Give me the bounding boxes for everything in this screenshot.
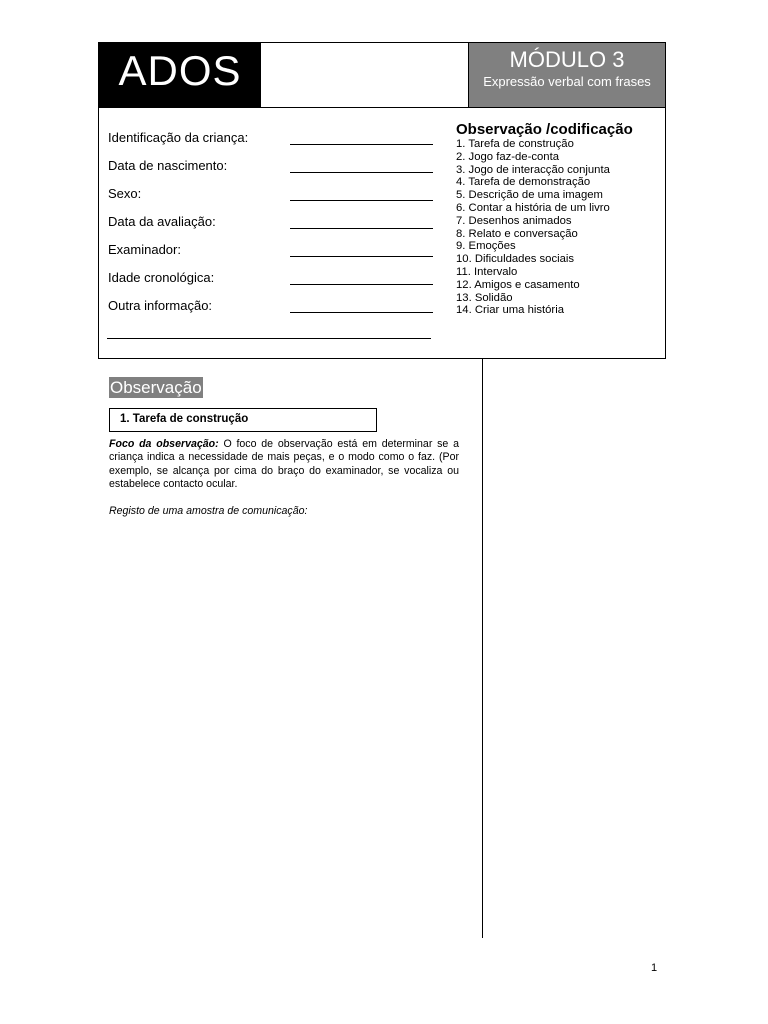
- observation-item: 13. Solidão: [456, 291, 513, 304]
- field-line-examiner[interactable]: [290, 256, 433, 257]
- focus-label: Foco da observação:: [109, 438, 219, 450]
- observation-item: 10. Dificuldades sociais: [456, 253, 575, 266]
- observation-item: 9. Emoções: [456, 240, 516, 253]
- focus-paragraph: [109, 438, 459, 492]
- field-label-sex: Sexo:: [108, 186, 142, 201]
- observation-item: 7. Desenhos animados: [456, 214, 572, 227]
- sample-label: Registo de uma amostra de comunicação:: [109, 505, 308, 517]
- form-header: [98, 42, 666, 108]
- page-number: 1: [651, 962, 658, 974]
- field-line-chrono-age[interactable]: [290, 284, 433, 285]
- observation-item: 11. Intervalo: [456, 265, 518, 278]
- column-divider: [482, 359, 483, 938]
- task-title: 1. Tarefa de construção: [120, 413, 249, 425]
- field-line-other-info[interactable]: [290, 312, 433, 313]
- observation-item: 12. Amigos e casamento: [456, 278, 580, 291]
- field-line-sex[interactable]: [290, 200, 433, 201]
- field-line-eval-date[interactable]: [290, 228, 433, 229]
- observation-item: 2. Jogo faz-de-conta: [456, 150, 559, 163]
- observation-item: 14. Criar uma história: [456, 304, 564, 317]
- field-label-other-info: Outra informação:: [108, 298, 213, 313]
- task-title-box: [109, 408, 377, 432]
- observation-item: 6. Contar a história de um livro: [456, 201, 610, 214]
- brand-block: [99, 43, 261, 107]
- brand-logo-text: ADOS: [118, 47, 242, 94]
- observation-item: 4. Tarefa de demonstração: [456, 176, 591, 189]
- field-line-birth-date[interactable]: [290, 172, 433, 173]
- module-block: [468, 43, 665, 107]
- observation-item: 3. Jogo de interacção conjunta: [456, 163, 610, 176]
- section-label: Observação: [110, 378, 202, 397]
- field-line-child-id[interactable]: [290, 144, 433, 145]
- field-label-eval-date: Data da avaliação:: [108, 214, 216, 229]
- field-label-examiner: Examinador:: [108, 242, 181, 257]
- focus-text: O foco de observação está em determinar se a criança indica a necessidade de mais peças, e o modo como o faz. (Por exemplo, se alcança por cima do braço do examinador, se vocaliza ou estabelece contacto ocular.: [109, 438, 459, 491]
- field-label-birth-date: Data de nascimento:: [108, 158, 228, 173]
- field-label-child-id: Identificação da criança:: [108, 130, 249, 145]
- observation-item: 1. Tarefa de construção: [456, 138, 574, 150]
- module-subtitle: Expressão verbal com frases: [483, 74, 651, 89]
- observation-item: 8. Relato e conversação: [456, 227, 578, 240]
- observation-item: 5. Descrição de uma imagem: [456, 189, 603, 202]
- module-title: MÓDULO 3: [509, 47, 625, 72]
- other-info-extra-line[interactable]: [107, 338, 431, 339]
- observation-heading: Observação /codificação: [456, 121, 633, 138]
- field-label-chrono-age: Idade cronológica:: [108, 270, 215, 285]
- observation-list: [456, 138, 610, 317]
